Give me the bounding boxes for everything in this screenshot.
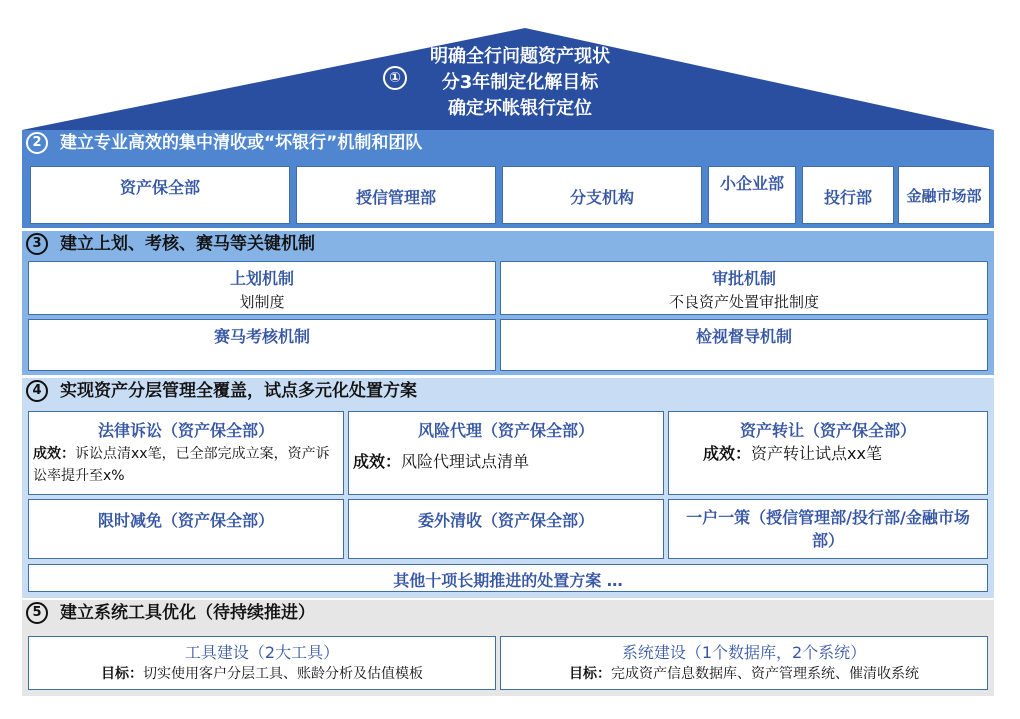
section-3-number: 3 (26, 233, 48, 255)
section-2-number: 2 (26, 132, 48, 154)
section-4-number: 4 (26, 380, 48, 402)
plan-outsourced-collection: 委外清收（资产保全部） (348, 499, 664, 559)
plan-asset-transfer-result: 成效：资产转让试点xx笔 (703, 444, 882, 463)
mechanism-approval: 审批机制 不良资产处置审批制度 (500, 261, 988, 315)
mechanism-race-assessment: 赛马考核机制 (28, 319, 496, 371)
tool-construction: 工具建设（2大工具） 目标：切实使用客户分层工具、账龄分析及估值模板 (28, 636, 496, 690)
roof-number-badge: ① (383, 66, 407, 90)
section-4 (22, 378, 994, 598)
unit-financial-markets: 金融市场部 (898, 166, 990, 224)
unit-investment-banking: 投行部 (802, 166, 894, 224)
plan-litigation: 法律诉讼（资产保全部） 成效：诉讼点清xx笔，已全部完成立案，资产诉讼率提升至x% (28, 411, 344, 495)
system-construction-goal: 目标：完成资产信息数据库、资产管理系统、催清收系统 (569, 666, 919, 682)
plan-litigation-result: 成效：诉讼点清xx笔，已全部完成立案，资产诉讼率提升至x% (33, 446, 330, 484)
section-4-title: 4 实现资产分层管理全覆盖，试点多元化处置方案 (22, 378, 994, 404)
plan-risk-agency: 风险代理（资产保全部） 成效：风险代理试点清单 (348, 411, 664, 495)
roof-line-3: 确定坏帐银行定位 (448, 98, 592, 119)
section-5-number: 5 (26, 602, 48, 624)
unit-branches: 分支机构 (502, 166, 702, 224)
plan-asset-transfer: 资产转让（资产保全部） 成效：资产转让试点xx笔 (668, 411, 988, 495)
roof-line-1: 明确全行问题资产现状 (430, 46, 610, 67)
plan-other-long-term: 其他十项长期推进的处置方案 … (28, 564, 988, 592)
section-5 (22, 600, 994, 696)
system-construction: 系统建设（1个数据库，2个系统） 目标：完成资产信息数据库、资产管理系统、催清收系统 (500, 636, 988, 690)
section-5-title: 5 建立系统工具优化（待持续推进） (22, 600, 994, 626)
unit-asset-preservation: 资产保全部 (30, 166, 290, 224)
tool-construction-goal: 目标：切实使用客户分层工具、账龄分析及估值模板 (101, 666, 423, 682)
section-3 (22, 231, 994, 375)
roof-title (380, 44, 660, 122)
plan-one-account-one-policy: 一户一策（授信管理部/投行部/金融市场部） (668, 499, 988, 559)
section-2 (22, 130, 994, 228)
plan-time-limited-waiver: 限时减免（资产保全部） (28, 499, 344, 559)
unit-credit-management: 授信管理部 (296, 166, 496, 224)
mechanism-escalation: 上划机制 划制度 (28, 261, 496, 315)
unit-small-enterprise: 小企业部 (708, 166, 796, 224)
section-2-title: 2 建立专业高效的集中清收或“坏银行”机制和团队 (22, 130, 994, 156)
section-3-title: 3 建立上划、考核、赛马等关键机制 (22, 231, 994, 257)
plan-risk-agency-result: 成效：风险代理试点清单 (353, 452, 530, 471)
mechanism-inspection: 检视督导机制 (500, 319, 988, 371)
roof-line-2: 分3年制定化解目标 (441, 72, 599, 93)
